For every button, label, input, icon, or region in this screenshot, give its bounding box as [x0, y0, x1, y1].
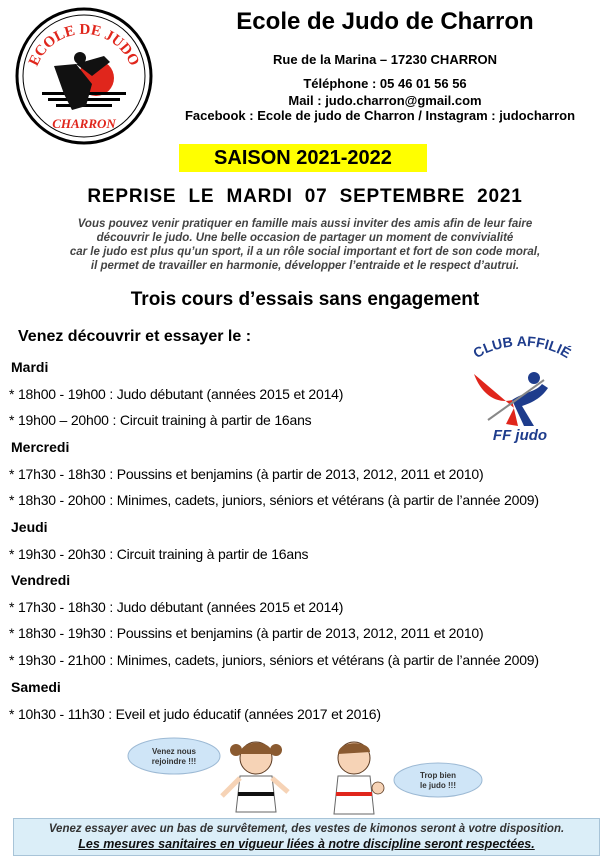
- intro-paragraph: [20, 217, 590, 273]
- logo-text-bottom: CHARRON: [52, 116, 116, 131]
- club-title: Ecole de Judo de Charron: [236, 8, 534, 35]
- day-samedi: Samedi: [11, 679, 61, 695]
- day-mardi: Mardi: [11, 359, 49, 375]
- bubble-left-line1: Venez nous: [151, 747, 197, 756]
- footer-line1: Venez essayer avec un bas de survêtement, des vestes de kimonos seront à votre disposition.: [48, 823, 565, 835]
- intro-line: découvrir le judo. Une belle occasion de partager un moment de convivialité: [96, 232, 514, 244]
- logo-text-top: ECOLE DE JUDO: [26, 21, 142, 69]
- ffjudo-badge: [452, 334, 592, 444]
- day-jeudi: Jeudi: [11, 519, 48, 535]
- footer-notice: [13, 818, 600, 856]
- discover-heading: Venez découvrir et essayer le :: [18, 328, 252, 345]
- bubble-left-line2: rejoindre !!!: [151, 757, 197, 766]
- social-links: Facebook : Ecole de judo de Charron / Instagram : judocharron: [184, 108, 576, 123]
- schedule-item: * 17h30 - 18h30 : Poussins et benjamins (à partir de 2013, 2012, 2011 et 2010): [9, 466, 484, 482]
- schedule-item: * 18h30 - 20h00 : Minimes, cadets, juniors, séniors et vétérans (à partir de l’année 2009): [9, 492, 539, 508]
- club-logo: [14, 6, 154, 146]
- schedule-item: * 19h00 – 20h00 : Circuit training à partir de 16ans: [9, 412, 312, 428]
- schedule-item: * 19h30 - 21h00 : Minimes, cadets, juniors, séniors et vétérans (à partir de l’année 2009): [9, 652, 539, 668]
- address: Rue de la Marina – 17230 CHARRON: [273, 52, 497, 67]
- trial-heading: Trois cours d’essais sans engagement: [130, 289, 480, 310]
- intro-line: Vous pouvez venir pratiquer en famille mais aussi inviter des amis afin de leur faire: [77, 218, 533, 230]
- schedule-item: * 19h30 - 20h30 : Circuit training à partir de 16ans: [9, 546, 309, 562]
- schedule-item: * 17h30 - 18h30 : Judo débutant (années 2015 et 2014): [9, 599, 344, 615]
- bubble-right-line1: Trop bien: [420, 771, 456, 780]
- email: Mail : judo.charron@gmail.com: [288, 93, 482, 108]
- badge-text-bottom: FF judo: [492, 427, 548, 444]
- season-banner: SAISON 2021-2022: [179, 144, 427, 172]
- bubble-right-line2: le judo !!!: [420, 781, 456, 790]
- intro-line: il permet de travailler en harmonie, développer l’entraide et le respect d’autrui.: [90, 260, 520, 272]
- reprise-date: REPRISE LE MARDI 07 SEPTEMBRE 2021: [87, 186, 523, 207]
- day-vendredi: Vendredi: [11, 572, 71, 588]
- intro-line: car le judo est plus qu’un sport, il a un rôle social important et fort de son code moral,: [69, 246, 541, 258]
- schedule-item: * 10h30 - 11h30 : Eveil et judo éducatif (années 2017 et 2016): [9, 706, 381, 722]
- schedule-item: * 18h30 - 19h30 : Poussins et benjamins (à partir de 2013, 2012, 2011 et 2010): [9, 625, 484, 641]
- phone: Téléphone : 05 46 01 56 56: [303, 76, 467, 91]
- badge-text-top: CLUB AFFILIÉ: [470, 334, 574, 362]
- day-mercredi: Mercredi: [11, 439, 70, 455]
- footer-line2: Les mesures sanitaires en vigueur liées à notre discipline seront respectées.: [78, 837, 535, 851]
- schedule-item: * 18h00 - 19h00 : Judo débutant (années 2015 et 2014): [9, 386, 344, 402]
- svg-text:CLUB AFFILIÉ: [470, 334, 574, 361]
- kids-illustration: [122, 732, 490, 824]
